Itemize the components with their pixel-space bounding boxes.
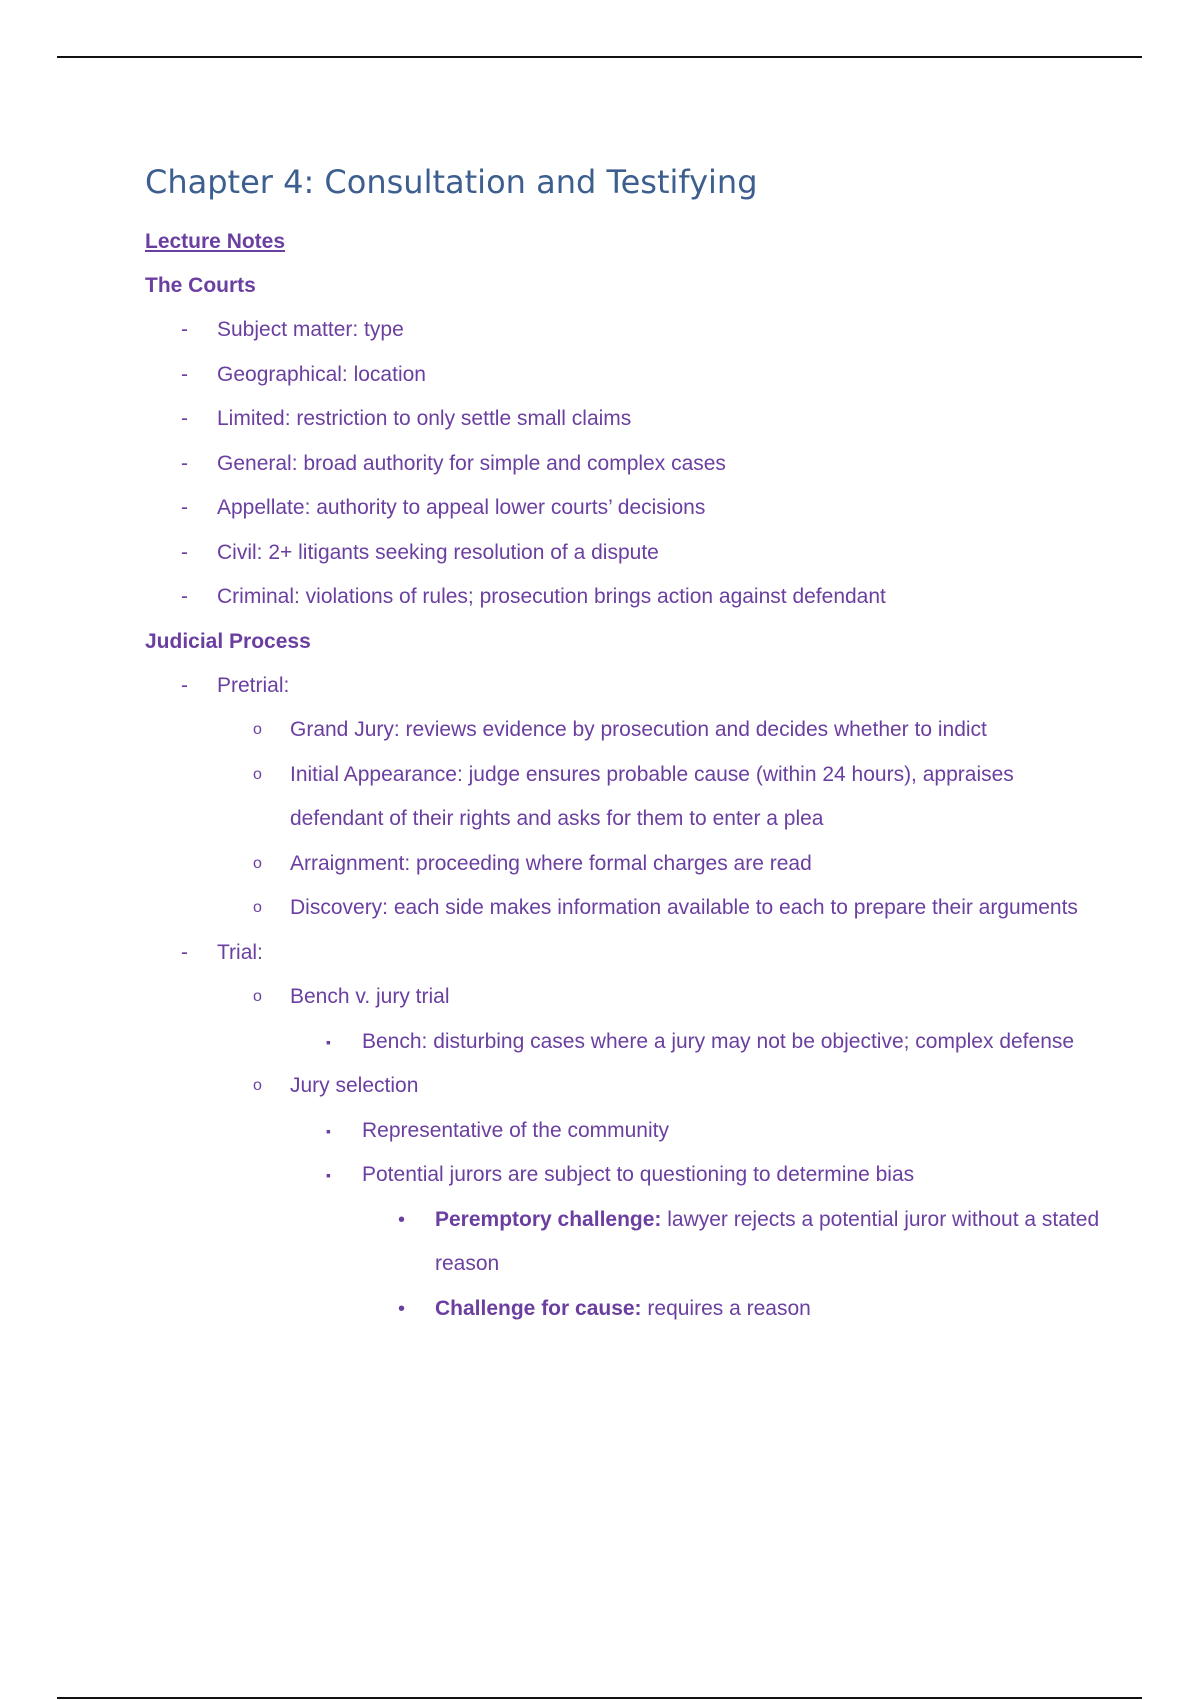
dash-marker: - bbox=[181, 940, 188, 964]
dash-marker: - bbox=[181, 673, 188, 697]
square-marker: ▪ bbox=[326, 1033, 331, 1050]
dash-marker: - bbox=[181, 407, 188, 430]
page-title: Chapter 4: Consultation and Testifying bbox=[145, 163, 758, 201]
circle-marker: o bbox=[253, 721, 262, 738]
dash-marker: - bbox=[181, 318, 188, 341]
list-item-text: Criminal: violations of rules; prosecution brings action against defendant bbox=[217, 585, 886, 608]
circle-marker: o bbox=[253, 988, 262, 1005]
list-item bbox=[145, 531, 1105, 576]
circle-marker: o bbox=[253, 899, 262, 916]
list-item-text: requires a reason bbox=[641, 1296, 811, 1320]
list-item bbox=[145, 975, 1105, 1020]
header-rule bbox=[57, 56, 1142, 58]
list-item bbox=[145, 886, 1105, 931]
list-item-text: Jury selection bbox=[290, 1074, 419, 1097]
courts-list bbox=[145, 308, 1105, 620]
list-item-text: Appellate: authority to appeal lower courts’ decisions bbox=[217, 496, 706, 519]
list-item-text: Initial Appearance: judge ensures probable cause (within 24 hours), appraises defendant of their rights and asks for them to enter a plea bbox=[290, 762, 1014, 830]
dash-marker: - bbox=[181, 496, 188, 519]
list-item bbox=[145, 397, 1105, 442]
square-marker: ▪ bbox=[326, 1167, 331, 1183]
list-item-text: Civil: 2+ litigants seeking resolution of a dispute bbox=[217, 540, 659, 564]
list-item bbox=[145, 353, 1105, 398]
list-item-text: Geographical: location bbox=[217, 362, 426, 386]
list-item-text: Bench: disturbing cases where a jury may not be objective; complex defense bbox=[362, 1029, 1075, 1053]
courts-heading: The Courts bbox=[145, 274, 256, 297]
list-item-text: Trial: bbox=[217, 940, 263, 964]
document-body bbox=[145, 162, 1105, 1331]
challenge-for-cause-term: Challenge for cause: bbox=[435, 1296, 642, 1320]
circle-marker: o bbox=[253, 1077, 262, 1094]
dash-marker: - bbox=[181, 362, 188, 386]
judicial-process-heading: Judicial Process bbox=[145, 629, 311, 653]
list-item bbox=[145, 753, 1105, 842]
list-item-text: Limited: restriction to only settle small claims bbox=[217, 407, 632, 430]
list-item bbox=[145, 1020, 1105, 1065]
dash-marker: - bbox=[181, 540, 188, 564]
list-item-trial bbox=[145, 931, 1105, 976]
list-item-text: Representative of the community bbox=[362, 1118, 669, 1142]
circle-marker: o bbox=[253, 854, 262, 872]
footer-rule bbox=[57, 1697, 1142, 1699]
list-item bbox=[145, 842, 1105, 887]
bullet-marker: • bbox=[398, 1208, 406, 1231]
list-item-text: Arraignment: proceeding where formal charges are read bbox=[290, 851, 812, 875]
list-item-pretrial bbox=[145, 664, 1105, 709]
list-item bbox=[145, 708, 1105, 753]
dash-marker: - bbox=[181, 585, 188, 608]
list-item bbox=[145, 1109, 1105, 1154]
list-item-text: Grand Jury: reviews evidence by prosecution and decides whether to indict bbox=[290, 718, 987, 741]
bullet-marker: • bbox=[398, 1297, 406, 1320]
list-item bbox=[145, 575, 1105, 620]
list-item bbox=[145, 1153, 1105, 1198]
list-item-text: Potential jurors are subject to questioning to determine bias bbox=[362, 1163, 915, 1186]
circle-marker: o bbox=[253, 765, 262, 783]
peremptory-challenge-term: Peremptory challenge: bbox=[435, 1207, 662, 1231]
lecture-notes-heading: Lecture Notes bbox=[145, 230, 286, 253]
list-item-text: General: broad authority for simple and complex cases bbox=[217, 451, 726, 475]
list-item bbox=[145, 486, 1105, 531]
list-item-text: Pretrial: bbox=[217, 673, 290, 697]
dash-marker: - bbox=[181, 451, 188, 475]
list-item bbox=[145, 1287, 1105, 1332]
list-item bbox=[145, 442, 1105, 487]
judicial-process-list bbox=[145, 664, 1105, 1332]
list-item bbox=[145, 308, 1105, 353]
list-item-text: Subject matter: type bbox=[217, 318, 404, 341]
list-item-text: lawyer rejects a potential juror without a stated reason bbox=[435, 1207, 1100, 1275]
list-item bbox=[145, 1198, 1105, 1287]
list-item-text: Discovery: each side makes information available to each to prepare their arguments bbox=[290, 896, 1078, 919]
list-item-text: Bench v. jury trial bbox=[290, 985, 450, 1008]
square-marker: ▪ bbox=[326, 1122, 331, 1139]
list-item bbox=[145, 1064, 1105, 1109]
